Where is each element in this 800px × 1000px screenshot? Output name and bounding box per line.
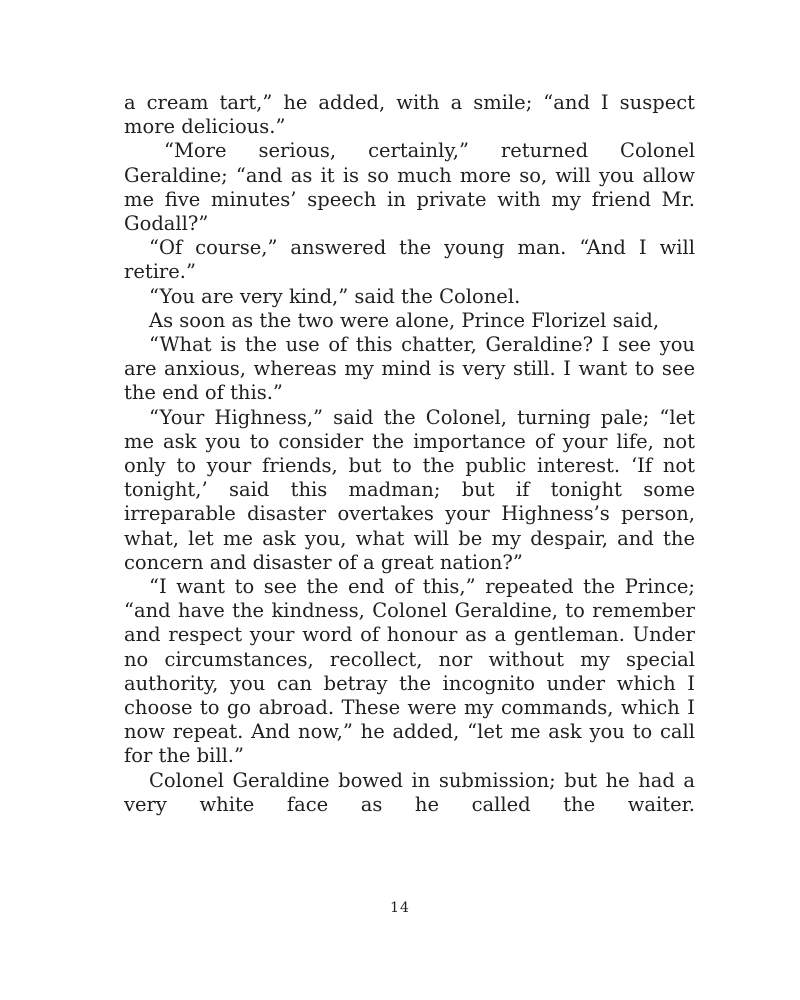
paragraph: “You are very kind,” said the Colonel.	[149, 284, 521, 308]
paragraph: “More serious, certainly,” returned Colonel Geraldine; “and as it is so much more so, will you allow me five minutes’ speech in private with my friend Mr. Godall?”	[124, 139, 695, 236]
page-number: 14	[390, 900, 410, 916]
paragraph: As soon as the two were alone, Prince Florizel said,	[149, 308, 660, 332]
paragraph: “Your Highness,” said the Colonel, turning pale; “let me ask you to consider the importance of your life, not only to your friends, but to the public interest. ‘If not tonight,’ said this madman; but if tonight some irreparable disaster overtakes your Highness’s person, what, let me ask you, what will be my despair, and the concern and disaster of a great nation?”	[124, 405, 695, 574]
paragraph: Colonel Geraldine bowed in submission; but he had a very white face as he called the waiter.	[124, 768, 695, 816]
body-text	[124, 91, 695, 817]
paragraph: “What is the use of this chatter, Geraldine? I see you are anxious, whereas my mind is very still. I want to see the end of this.”	[124, 333, 695, 405]
paragraph: “I want to see the end of this,” repeated the Prince; “and have the kindness, Colonel Geraldine, to remember and respect your word of honour as a gentleman. Under no circumstances, recollect, nor without my special authority, you can betray the incognito under which I choose to go abroad. These were my commands, which I now repeat. And now,” he added, “let me ask you to call for the bill.”	[124, 575, 695, 768]
paragraph: a cream tart,” he added, with a smile; “and I suspect more delicious.”	[124, 91, 695, 139]
paragraph: “Of course,” answered the young man. “And I will retire.”	[124, 236, 695, 284]
